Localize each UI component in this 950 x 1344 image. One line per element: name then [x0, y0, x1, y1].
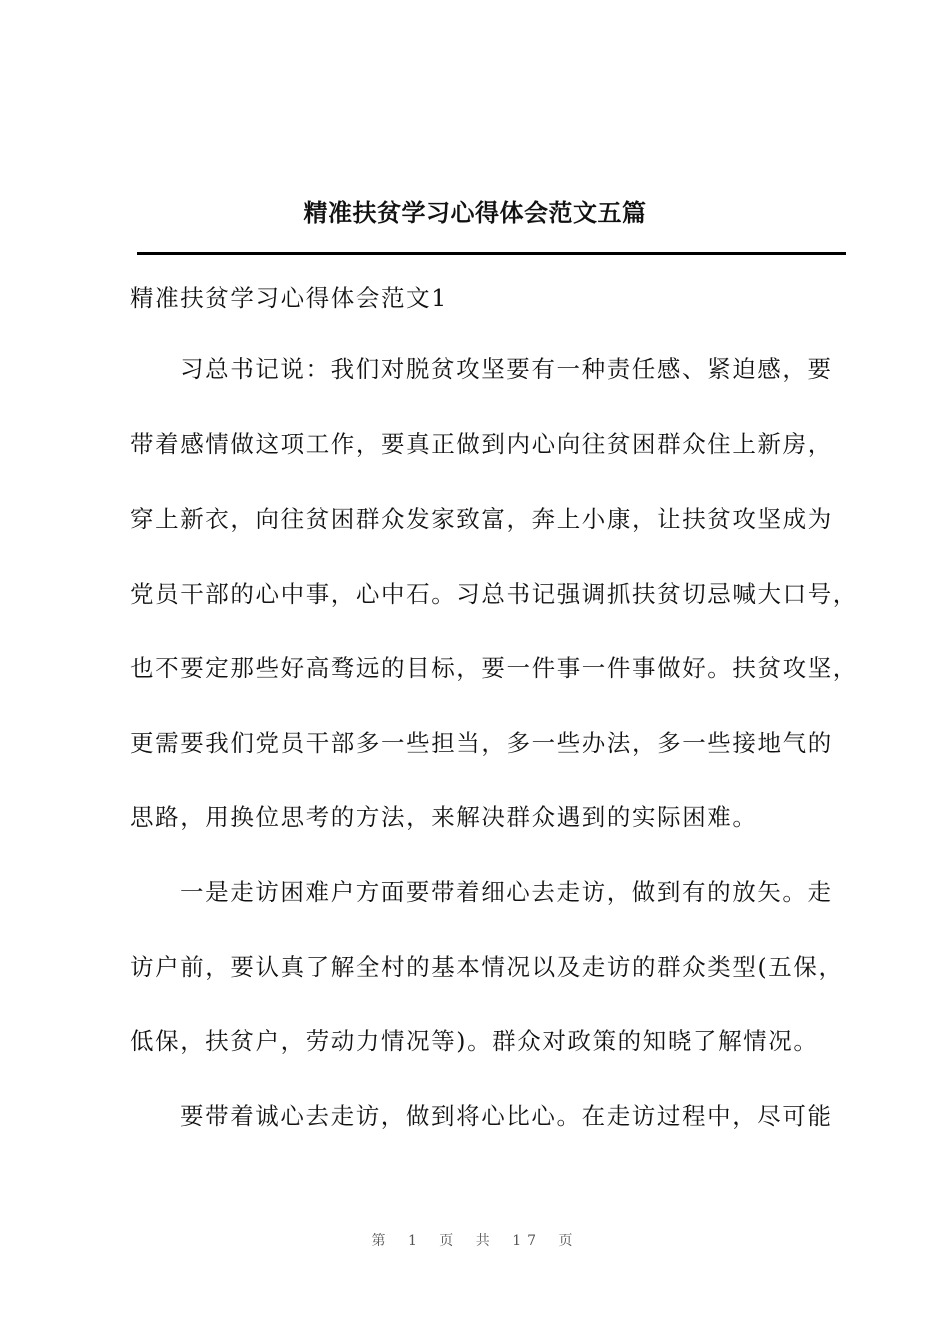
paragraph-line: 党员干部的心中事，心中石。习总书记强调抓扶贫切忌喊大口号，: [130, 580, 858, 608]
paragraph-line: 穿上新衣，向往贫困群众发家致富，奔上小康，让扶贫攻坚成为: [130, 505, 833, 533]
title-divider: [137, 252, 846, 255]
paragraph-line: 习总书记说：我们对脱贫攻坚要有一种责任感、紧迫感，要: [180, 355, 833, 383]
section-heading: 精准扶贫学习心得体会范文1: [130, 284, 448, 312]
paragraph-line: 访户前，要认真了解全村的基本情况以及走访的群众类型(五保，: [130, 953, 844, 981]
paragraph-line: 也不要定那些好高骛远的目标，要一件事一件事做好。扶贫攻坚，: [130, 654, 858, 682]
paragraph-line: 一是走访困难户方面要带着细心去走访，做到有的放矢。走: [180, 878, 833, 906]
paragraph-line: 带着感情做这项工作，要真正做到内心向往贫困群众住上新房，: [130, 430, 833, 458]
document-title: 精准扶贫学习心得体会范文五篇: [303, 198, 647, 227]
page-number-footer: 第 1 页 共 17 页: [371, 1233, 579, 1249]
paragraph-line: 低保，扶贫户，劳动力情况等)。群众对政策的知晓了解情况。: [130, 1027, 819, 1055]
paragraph-line: 要带着诚心去走访，做到将心比心。在走访过程中，尽可能: [180, 1102, 833, 1130]
paragraph-line: 思路，用换位思考的方法，来解决群众遇到的实际困难。: [130, 803, 758, 831]
paragraph-line: 更需要我们党员干部多一些担当，多一些办法，多一些接地气的: [130, 729, 833, 757]
